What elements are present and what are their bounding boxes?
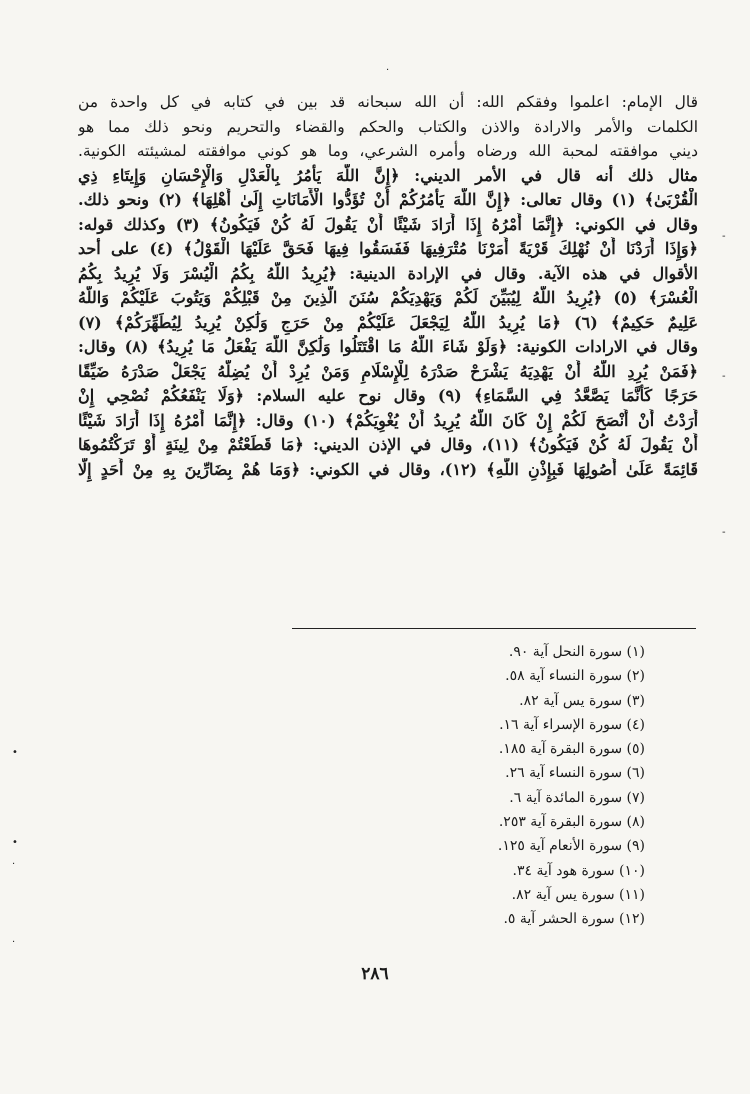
text-line: وقال في الكوني: ﴿إِنَّمَا أَمْرُهُ إِذَا أَرَادَ شَيْئًا أَنْ يَقُولَ لَهُ كُنْ فَيَكُونُ﴾ (٣) وكذلك قوله:	[78, 214, 698, 234]
text-line: ديني موافقته لمحبة الله ورضاه وأمره الشرعي، وما هو كوني موافقته لمشيئته الكونية.	[78, 142, 698, 160]
footnote: (٣) سورة يس آية ٨٢.	[519, 692, 645, 709]
scan-speck: ·	[12, 937, 16, 948]
scan-speck: -	[722, 231, 726, 242]
footnote-divider	[292, 628, 696, 629]
footnote: (٨) سورة البقرة آية ٢٥٣.	[498, 814, 645, 831]
footnotes-list	[300, 640, 645, 932]
footnote: (٤) سورة الإسراء آية ١٦.	[499, 716, 645, 733]
footnote: (٩) سورة الأنعام آية ١٢٥.	[497, 838, 645, 855]
text-line: الْقُرْبَىٰ﴾ (١) وقال تعالى: ﴿إِنَّ اللَّهَ يَأْمُرُكُمْ أَنْ تُؤَدُّوا الْأَمَانَاتِ إِلَىٰ أَهْلِهَا﴾ (٢) ونحو ذلك.	[78, 190, 698, 209]
text-line: أَنْ يَقُولَ لَهُ كُنْ فَيَكُونُ﴾ (١١)، وقال في الإذن الديني: ﴿مَا قَطَعْتُمْ مِنْ لِينَةٍ أَوْ تَرَكْتُمُوهَا	[78, 435, 698, 454]
text-line: ﴿فَمَنْ يُرِدِ اللَّهُ أَنْ يَهْدِيَهُ يَشْرَحْ صَدْرَهُ لِلْإِسْلَامِ وَمَنْ يُرِدْ أَنْ يُضِلَّهُ يَجْعَلْ صَدْرَهُ ضَيِّقًا	[78, 361, 698, 381]
text-line: قَائِمَةً عَلَىٰ أُصُولِهَا فَبِإِذْنِ اللَّهِ﴾ (١٢)، وقال في الكوني: ﴿وَمَا هُمْ بِضَارِّينَ بِهِ مِنْ أَحَدٍ إِلَّا	[78, 459, 698, 479]
footnote: (٧) سورة المائدة آية ٦.	[509, 789, 645, 806]
main-text	[78, 90, 698, 482]
scan-speck: ·	[12, 859, 16, 870]
footnote: (٥) سورة البقرة آية ١٨٥.	[498, 741, 645, 758]
text-line: مثال ذلك أنه قال في الأمر الديني: ﴿إِنَّ اللَّهَ يَأْمُرُ بِالْعَدْلِ وَالْإِحْسَانِ وَإِيتَاءِ ذِي	[78, 165, 698, 185]
scan-speck: •	[12, 837, 18, 848]
text-line: الكلمات والأمر والارادة والاذن والكتاب والحكم والقضاء والتحريم ونحو ذلك مما هو	[78, 117, 698, 136]
text-line: قال الإمام: اعلموا وفقكم الله: أن الله سبحانه قد بين في كتابه في كل واحدة من	[78, 93, 698, 111]
footnote: (٢) سورة النساء آية ٥٨.	[505, 668, 645, 685]
text-line: وقال في الارادات الكونية: ﴿وَلَوْ شَاءَ اللَّهُ مَا اقْتَتَلُوا وَلَٰكِنَّ اللَّهَ يَفْعَلُ مَا يُرِيدُ﴾ (٨) وقال:	[78, 337, 698, 356]
text-line: الْعُسْرَ﴾ (٥) ﴿يُرِيدُ اللَّهُ لِيُبَيِّنَ لَكُمْ وَيَهْدِيَكُمْ سُنَنَ الَّذِينَ مِنْ قَبْلِكُمْ وَيَتُوبَ عَلَيْكُمْ وَاللَّهُ	[78, 288, 698, 307]
text-line: حَرَجًا كَأَنَّمَا يَصَّعَّدُ فِي السَّمَاءِ﴾ (٩) وقال نوح عليه السلام: ﴿وَلَا يَنْفَعُكُمْ نُصْحِي إِنْ	[78, 386, 698, 405]
scan-speck: -	[722, 527, 726, 538]
scan-speck: -	[722, 371, 726, 382]
text-line: عَلِيمٌ حَكِيمٌ﴾ (٦) ﴿مَا يُرِيدُ اللَّهُ لِيَجْعَلَ عَلَيْكُمْ مِنْ حَرَجٍ وَلَٰكِنْ يُرِيدُ لِيُطَهِّرَكُمْ﴾ (٧)	[78, 312, 698, 332]
page-number: ٢٨٦	[361, 964, 389, 984]
footnote: (١) سورة النحل آية ٩٠.	[508, 644, 645, 660]
footnote: (٦) سورة النساء آية ٢٦.	[505, 765, 645, 782]
scan-speck: •	[12, 747, 18, 758]
text-line: الأقوال في هذه الآية. وقال في الإرادة الدينية: ﴿يُرِيدُ اللَّهُ بِكُمُ الْيُسْرَ وَلَا يُرِيدُ بِكُمُ	[78, 263, 698, 283]
footnote: (١٠) سورة هود آية ٣٤.	[512, 862, 645, 879]
scan-speck: ·	[386, 65, 390, 76]
text-line: ﴿وَإِذَا أَرَدْنَا أَنْ نُهْلِكَ قَرْيَةً أَمَرْنَا مُتْرَفِيهَا فَفَسَقُوا فِيهَا فَحَقَّ عَلَيْهَا الْقَوْلُ﴾ (٤) على أحد	[78, 239, 698, 258]
footnote: (١١) سورة يس آية ٨٢.	[511, 886, 645, 903]
footnote: (١٢) سورة الحشر آية ٥.	[503, 911, 645, 928]
text-line: أَرَدْتُ أَنْ أَنْصَحَ لَكُمْ إِنْ كَانَ اللَّهُ يُرِيدُ أَنْ يُغْوِيَكُمْ﴾ (١٠) وقال: ﴿إِنَّمَا أَمْرُهُ إِذَا أَرَادَ شَيْئًا	[78, 410, 698, 430]
